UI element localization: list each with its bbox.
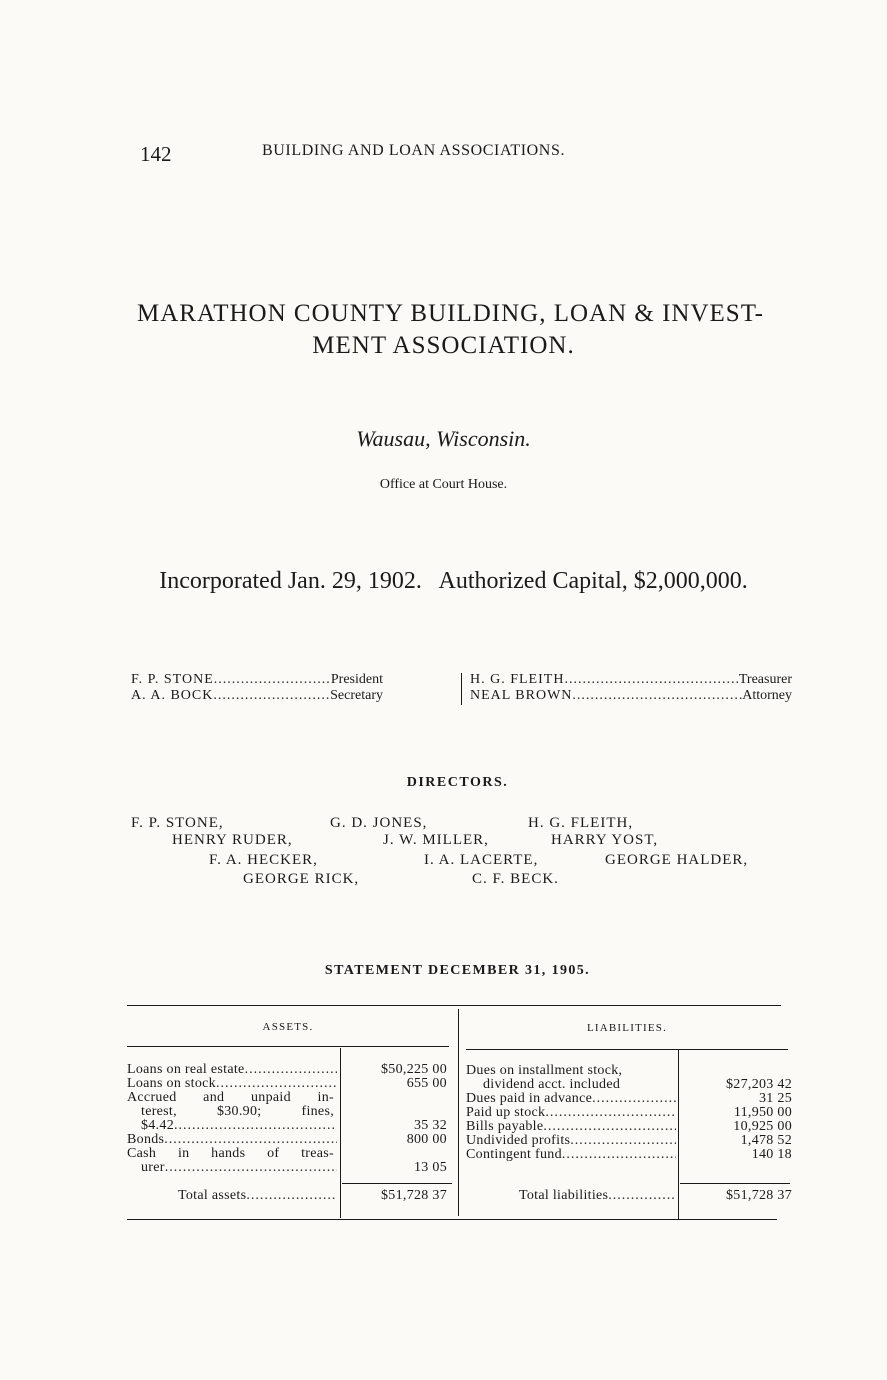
officer-title: Treasurer	[738, 672, 792, 687]
liabilities-total-rule	[680, 1183, 790, 1184]
officer-secretary	[131, 688, 383, 704]
total-liabilities-amount: $51,728 37	[726, 1188, 792, 1203]
director-name: HENRY RUDER,	[172, 832, 293, 848]
page-number: 142	[140, 142, 172, 166]
statement-heading: STATEMENT DECEMBER 31, 1905.	[324, 963, 591, 978]
officer-title: Attorney	[742, 688, 792, 703]
liabilities-row-amount: $27,203 42	[726, 1077, 792, 1092]
officer-title: Secretary	[330, 688, 383, 703]
assets-row-amount: 13 05	[414, 1160, 447, 1175]
director-name: HARRY YOST,	[551, 832, 659, 848]
assets-row-label: urer .....	[141, 1160, 337, 1176]
liabilities-row-label: dividend acct. included	[483, 1077, 621, 1092]
officer-column-divider	[461, 673, 462, 705]
directors-heading: DIRECTORS.	[406, 775, 509, 790]
liabilities-row-amount: 140 18	[751, 1147, 792, 1162]
table-top-rule	[127, 1005, 781, 1006]
assets-row-label: Cash in hands of treas-	[127, 1146, 334, 1161]
liabilities-row-label: Contingent fund .....	[466, 1147, 676, 1163]
total-liabilities-label: Total liabilities .....	[519, 1188, 674, 1204]
table-bottom-rule	[127, 1219, 777, 1220]
officer-name: NEAL BROWN	[470, 688, 573, 703]
liabilities-row-label: Bills payable .....	[466, 1119, 676, 1135]
officer-name: A. A. BOCK	[131, 688, 214, 703]
liabilities-row-amount: 10,925 00	[733, 1119, 792, 1134]
director-name: G. D. JONES,	[330, 815, 428, 831]
officer-title: President	[330, 672, 383, 687]
association-title-line-2: MENT ASSOCIATION.	[312, 332, 575, 359]
assets-row-amount: 655 00	[406, 1076, 447, 1091]
assets-total-rule	[342, 1183, 452, 1184]
assets-row-label: Accrued and unpaid in-	[127, 1090, 334, 1105]
association-title-line-1: MARATHON COUNTY BUILDING, LOAN & INVEST-	[136, 300, 764, 327]
running-head: BUILDING AND LOAN ASSOCIATIONS.	[262, 142, 566, 159]
assets-row-amount: $50,225 00	[381, 1062, 447, 1077]
liabilities-row-amount: 1,478 52	[740, 1133, 792, 1148]
assets-row-label: Loans on stock .....	[127, 1076, 337, 1092]
liabilities-row-amount: 11,950 00	[733, 1105, 792, 1120]
officer-president	[131, 672, 383, 688]
officer-treasurer	[470, 672, 792, 688]
assets-row-label: Loans on real estate .....	[127, 1062, 337, 1078]
director-name: C. F. BECK.	[472, 871, 559, 887]
liabilities-row-amount: 31 25	[759, 1091, 792, 1106]
liabilities-header: LIABILITIES.	[586, 1022, 668, 1034]
liabilities-row-label: Paid up stock .....	[466, 1105, 676, 1121]
assets-row-amount: 800 00	[406, 1132, 447, 1147]
location: Wausau, Wisconsin.	[356, 426, 531, 451]
director-name: I. A. LACERTE,	[424, 852, 539, 868]
officer-name: H. G. FLEITH	[470, 672, 565, 687]
assets-row-label: terest, $30.90; fines,	[141, 1104, 334, 1119]
liabilities-header-rule	[466, 1049, 788, 1050]
table-center-divider	[458, 1009, 459, 1216]
liabilities-amount-divider	[678, 1049, 679, 1219]
assets-amount-divider	[340, 1048, 341, 1218]
officer-attorney	[470, 688, 792, 704]
liabilities-row-label: Undivided profits .....	[466, 1133, 676, 1149]
assets-header-rule	[127, 1046, 449, 1047]
total-assets-label: Total assets .....	[178, 1188, 336, 1204]
director-name: F. A. HECKER,	[209, 852, 318, 868]
director-name: GEORGE HALDER,	[605, 852, 749, 868]
assets-row-label: $4.42 .....	[141, 1118, 337, 1134]
director-name: H. G. FLEITH,	[528, 815, 634, 831]
liabilities-row-label: Dues on installment stock,	[466, 1063, 623, 1078]
officer-name: F. P. STONE	[131, 672, 214, 687]
director-name: GEORGE RICK,	[243, 871, 360, 887]
office-address: Office at Court House.	[379, 477, 508, 492]
director-name: J. W. MILLER,	[383, 832, 489, 848]
director-name: F. P. STONE,	[131, 815, 224, 831]
assets-header: ASSETS.	[262, 1021, 314, 1033]
total-assets-amount: $51,728 37	[381, 1188, 447, 1203]
incorporation-line: Incorporated Jan. 29, 1902. Authorized Capital, $2,000,000.	[159, 568, 748, 594]
assets-row-label: Bonds .....	[127, 1132, 337, 1148]
assets-row-amount: 35 32	[414, 1118, 447, 1133]
liabilities-row-label: Dues paid in advance .....	[466, 1091, 676, 1107]
